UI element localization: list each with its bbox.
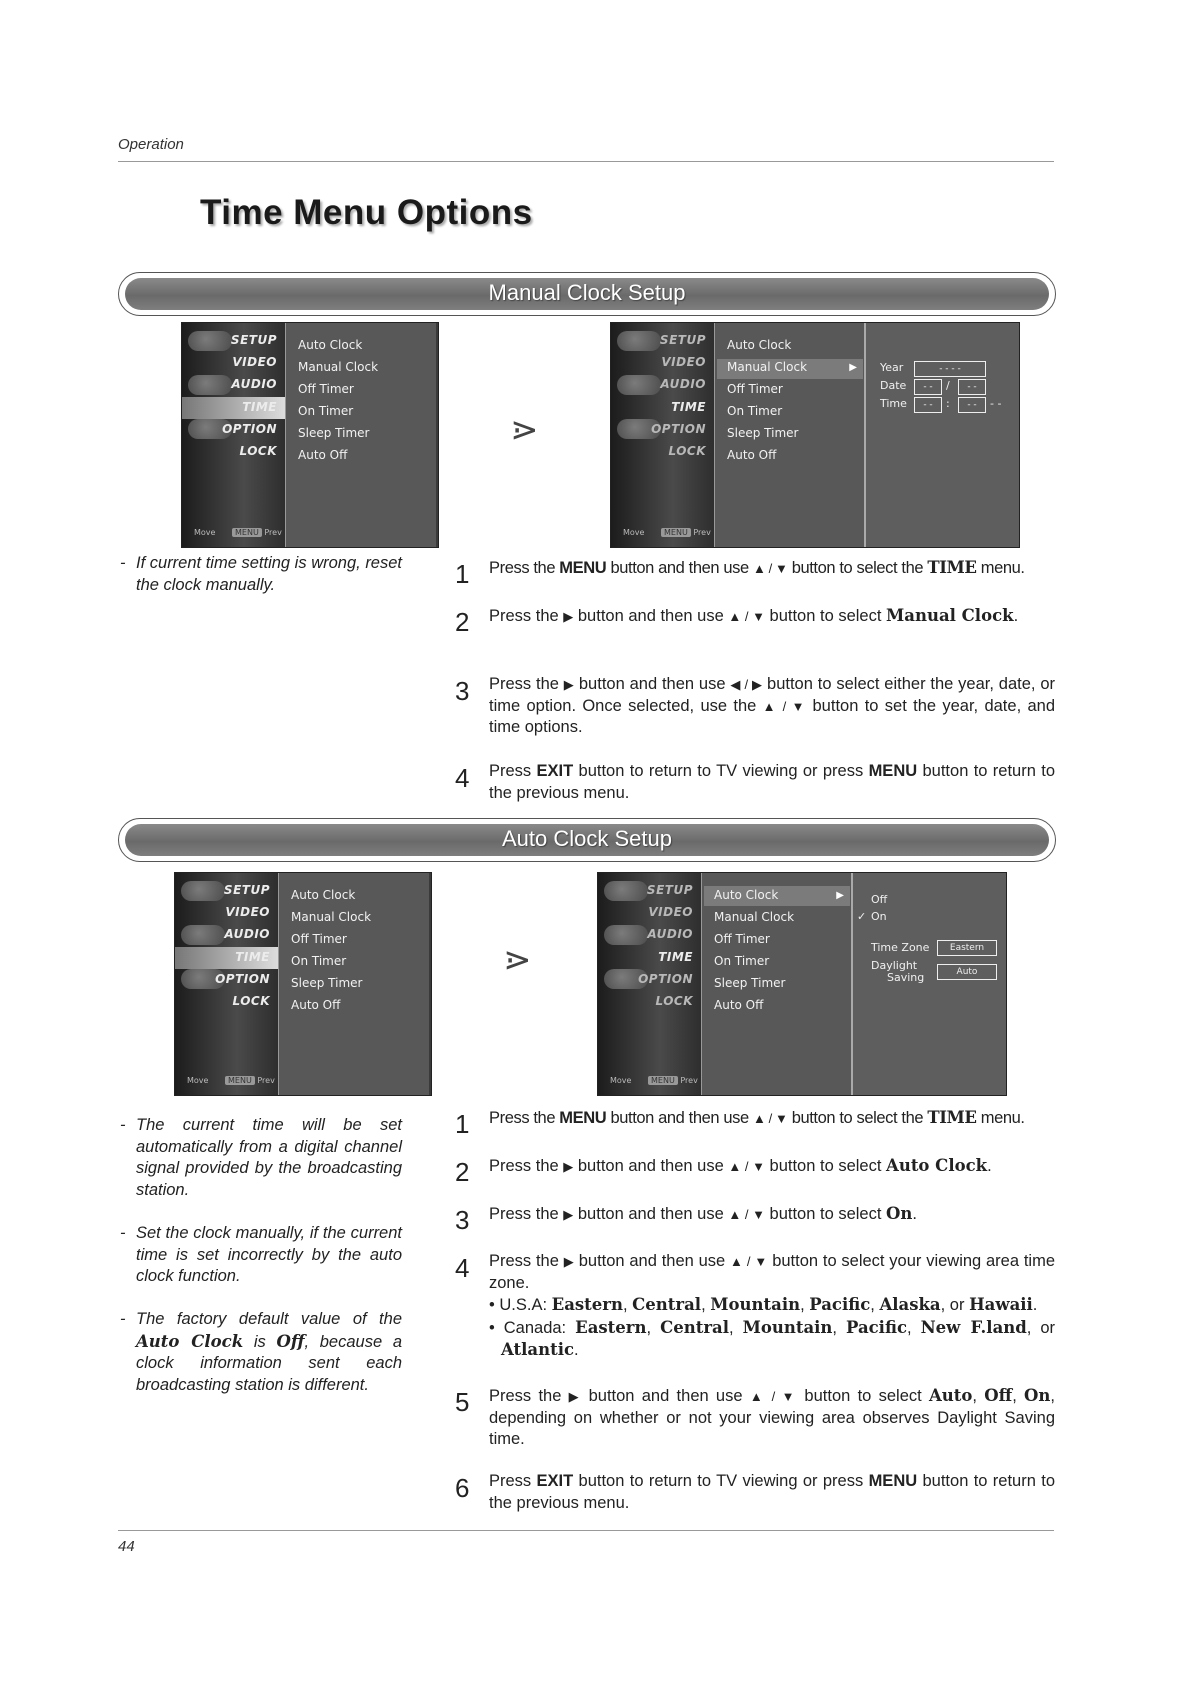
tv-category-lock: LOCK xyxy=(668,444,706,458)
tv-category-video: VIDEO xyxy=(648,905,693,919)
next-step-arrow-icon: ⋗ xyxy=(510,410,539,450)
down-arrow-icon: ▼ xyxy=(754,1254,768,1269)
step-number: 2 xyxy=(455,607,470,637)
step-number: 6 xyxy=(455,1473,470,1503)
tv-submenu xyxy=(701,873,852,1095)
step-number: 3 xyxy=(455,1205,470,1235)
tv-submenu xyxy=(278,873,429,1095)
step-text: Press the MENU button and then use ▲ / ▼ button to select the TIME menu. xyxy=(489,1108,1025,1127)
tv-category-video: VIDEO xyxy=(661,355,706,369)
check-icon: ✓ xyxy=(857,910,867,923)
up-arrow-icon: ▲ xyxy=(728,1159,742,1174)
tv-item-sleep-timer: Sleep Timer xyxy=(291,976,363,990)
tv-item-auto-off: Auto Off xyxy=(714,998,764,1012)
down-arrow-icon: ▼ xyxy=(752,609,765,624)
step-text: Press the ▶ button and then use ◀ / ▶ button to select either the year, date, or time option. Once selected, use the ▲ / ▼ button to set the year, date, and time options. xyxy=(489,675,1055,736)
prev-hint: Prev xyxy=(680,1076,698,1085)
prev-hint: Prev xyxy=(693,528,711,537)
down-arrow-icon: ▼ xyxy=(781,1389,798,1404)
tv-item-sleep-timer: Sleep Timer xyxy=(714,976,786,990)
tv-category-column xyxy=(598,873,701,1095)
daylight-saving-field: Auto xyxy=(937,964,997,980)
time-minute-field: - - xyxy=(958,397,986,413)
header-divider xyxy=(118,161,1054,162)
up-arrow-icon: ▲ xyxy=(762,698,778,714)
page-number: 44 xyxy=(118,1538,135,1555)
tv-menu-screen-auto-2 xyxy=(597,872,1007,1096)
tv-item-auto-clock: Auto Clock xyxy=(298,338,363,352)
tv-item-on-timer: On Timer xyxy=(727,404,783,418)
date-day-field: - - xyxy=(958,379,986,395)
step-text: Press the ▶ button and then use ▲ / ▼ button to select Auto Clock. xyxy=(489,1156,992,1175)
tv-category-time: TIME xyxy=(671,400,706,414)
tv-category-column xyxy=(182,323,285,547)
year-field: - - - - xyxy=(914,361,986,377)
prev-hint: Prev xyxy=(264,528,282,537)
step-number: 1 xyxy=(455,559,470,589)
step-text: Press the ▶ button and then use ▲ / ▼ button to select your viewing area time zone. • U.S.A: Eastern, Central, Mountain, Pacific, Alaska, or Hawaii. • Canada: Eastern, Central, Mountain, Pacific, New F.land, or Atlantic. xyxy=(489,1251,1055,1362)
right-arrow-icon: ▶ xyxy=(563,1254,574,1269)
up-arrow-icon: ▲ xyxy=(749,1389,766,1404)
tv-item-auto-off: Auto Off xyxy=(291,998,341,1012)
right-arrow-icon: ▶ xyxy=(563,1207,574,1222)
step-text: Press the ▶ button and then use ▲ / ▼ button to select Auto, Off, On, depending on whether or not your viewing area observes Daylight Saving time. xyxy=(489,1386,1056,1448)
year-label: Year xyxy=(880,361,904,374)
auto-clock-panel xyxy=(851,873,1006,1095)
move-hint: Move xyxy=(194,528,216,537)
down-arrow-icon: ▼ xyxy=(752,1159,765,1174)
up-arrow-icon: ▲ xyxy=(728,1207,742,1222)
submenu-arrow-icon: ▶ xyxy=(849,362,857,373)
step-number: 3 xyxy=(455,676,470,706)
tv-item-auto-off: Auto Off xyxy=(727,448,777,462)
tv-item-sleep-timer: Sleep Timer xyxy=(727,426,799,440)
down-arrow-icon: ▼ xyxy=(791,698,807,714)
step-number: 2 xyxy=(455,1157,470,1187)
left-arrow-icon: ◀ xyxy=(730,677,741,692)
tv-category-setup: SETUP xyxy=(223,883,270,897)
header-section-label: Operation xyxy=(118,136,184,153)
tv-category-time: TIME xyxy=(658,950,693,964)
canada-time-zones: • Canada: Eastern, Central, Mountain, Pacific, New F.land, or Atlantic. xyxy=(489,1317,1056,1359)
tv-category-audio: AUDIO xyxy=(231,377,277,391)
tv-menu-screen-manual-1 xyxy=(181,322,439,548)
step-number: 1 xyxy=(455,1109,470,1139)
time-label: Time xyxy=(880,397,907,410)
tv-item-off-timer: Off Timer xyxy=(298,382,354,396)
tv-category-option: OPTION xyxy=(222,422,277,436)
manual-clock-section-title: Manual Clock Setup xyxy=(488,280,686,305)
tv-item-manual-clock: Manual Clock xyxy=(714,910,795,924)
tv-category-option: OPTION xyxy=(638,972,693,986)
down-arrow-icon: ▼ xyxy=(752,1207,765,1222)
saving-label: Saving xyxy=(887,971,925,984)
tv-category-lock: LOCK xyxy=(232,994,270,1008)
date-label: Date xyxy=(880,379,907,392)
step-text: Press EXIT button to return to TV viewing or press MENU button to return to the previous menu. xyxy=(489,762,1055,802)
up-arrow-icon: ▲ xyxy=(730,1254,744,1269)
tv-item-off-timer: Off Timer xyxy=(291,932,347,946)
tv-category-option: OPTION xyxy=(215,972,270,986)
auto-clock-note-2: - Set the clock manually, if the current time is set incorrectly by the auto clock function. xyxy=(120,1223,402,1288)
time-zone-label: Time Zone xyxy=(871,941,930,954)
date-month-field: - - xyxy=(914,379,942,395)
step-number: 5 xyxy=(455,1387,470,1417)
tv-category-lock: LOCK xyxy=(239,444,277,458)
tv-category-audio: AUDIO xyxy=(647,927,693,941)
up-arrow-icon: ▲ xyxy=(752,561,766,576)
tv-category-audio: AUDIO xyxy=(660,377,706,391)
tv-item-on-timer: On Timer xyxy=(714,954,770,968)
date-separator: / xyxy=(946,379,950,392)
move-hint: Move xyxy=(610,1076,632,1085)
time-zone-field: Eastern xyxy=(937,940,997,956)
auto-clock-note-1: - The current time will be set automatically from a digital channel signal provided by the broadcasting station. xyxy=(120,1115,402,1201)
tv-item-off-timer: Off Timer xyxy=(714,932,770,946)
tv-menu-screen-auto-1 xyxy=(174,872,432,1096)
right-arrow-icon: ▶ xyxy=(563,609,574,624)
note-text: Set the clock manually, if the current time is set incorrectly by the auto clock function. xyxy=(136,1224,402,1285)
step-text: Press the ▶ button and then use ▲ / ▼ button to select On. xyxy=(489,1204,917,1223)
time-hour-field: - - xyxy=(914,397,942,413)
step-text: Press the ▶ button and then use ▲ / ▼ button to select Manual Clock. xyxy=(489,606,1019,625)
manual-clock-section-bar xyxy=(118,272,1056,316)
auto-clock-section-bar xyxy=(118,818,1056,862)
tv-category-video: VIDEO xyxy=(225,905,270,919)
daylight-label: Daylight xyxy=(871,959,918,972)
tv-category-time: TIME xyxy=(235,950,270,964)
tv-item-manual-clock: Manual Clock xyxy=(727,360,808,374)
time-ampm: - - xyxy=(990,397,1002,410)
step-text: Press EXIT button to return to TV viewing or press MENU button to return to the previous menu. xyxy=(489,1472,1055,1512)
next-step-arrow-icon: ⋗ xyxy=(503,940,532,980)
tv-submenu xyxy=(285,323,436,547)
tv-item-auto-off: Auto Off xyxy=(298,448,348,462)
step-number: 4 xyxy=(455,1253,470,1283)
tv-category-audio: AUDIO xyxy=(224,927,270,941)
auto-clock-note-3: - The factory default value of the Auto Clock is Off, because a clock information sent each broadcasting station is different. xyxy=(120,1309,402,1396)
step-text: Press the MENU button and then use ▲ / ▼ button to select the TIME menu. xyxy=(489,558,1025,577)
tv-category-column xyxy=(611,323,714,547)
note-text: The factory default value of the Auto Clock is Off, because a clock information sent each broadcasting station is different. xyxy=(136,1310,402,1394)
tv-item-manual-clock: Manual Clock xyxy=(298,360,379,374)
tv-category-setup: SETUP xyxy=(646,883,693,897)
usa-time-zones: • U.S.A: Eastern, Central, Mountain, Pacific, Alaska, or Hawaii. xyxy=(489,1295,1038,1314)
page-title: Time Menu Options xyxy=(200,193,533,232)
option-off: Off xyxy=(871,893,888,906)
tv-footer xyxy=(610,1076,698,1085)
tv-category-column xyxy=(175,873,278,1095)
move-hint: Move xyxy=(187,1076,209,1085)
note-text: If current time setting is wrong, reset the clock manually. xyxy=(136,554,402,594)
menu-key-icon: MENU xyxy=(225,1076,255,1085)
tv-item-manual-clock: Manual Clock xyxy=(291,910,372,924)
down-arrow-icon: ▼ xyxy=(775,1111,788,1126)
step-number: 4 xyxy=(455,763,470,793)
manual-clock-note: - If current time setting is wrong, reset the clock manually. xyxy=(120,553,402,596)
auto-clock-section-title: Auto Clock Setup xyxy=(502,826,672,851)
tv-footer xyxy=(623,528,711,537)
up-arrow-icon: ▲ xyxy=(752,1111,766,1126)
menu-key-icon: MENU xyxy=(661,528,691,537)
tv-menu-screen-manual-2 xyxy=(610,322,1020,548)
tv-category-setup: SETUP xyxy=(659,333,706,347)
footer-divider xyxy=(118,1530,1054,1531)
prev-hint: Prev xyxy=(257,1076,275,1085)
up-arrow-icon: ▲ xyxy=(728,609,742,624)
tv-footer xyxy=(194,528,282,537)
tv-category-lock: LOCK xyxy=(655,994,693,1008)
manual-clock-panel xyxy=(864,323,1019,547)
tv-item-on-timer: On Timer xyxy=(291,954,347,968)
tv-item-off-timer: Off Timer xyxy=(727,382,783,396)
tv-submenu xyxy=(714,323,865,547)
submenu-arrow-icon: ▶ xyxy=(836,890,844,901)
tv-item-on-timer: On Timer xyxy=(298,404,354,418)
tv-item-auto-clock: Auto Clock xyxy=(714,888,779,902)
down-arrow-icon: ▼ xyxy=(775,561,788,576)
time-separator: : xyxy=(946,397,950,410)
tv-category-option: OPTION xyxy=(651,422,706,436)
right-arrow-icon: ▶ xyxy=(568,1389,582,1404)
note-text: The current time will be set automatically from a digital channel signal provided by the broadcasting station. xyxy=(136,1116,402,1199)
right-arrow-icon: ▶ xyxy=(563,677,575,692)
menu-key-icon: MENU xyxy=(648,1076,678,1085)
tv-category-time: TIME xyxy=(242,400,277,414)
tv-item-auto-clock: Auto Clock xyxy=(291,888,356,902)
tv-item-auto-clock: Auto Clock xyxy=(727,338,792,352)
menu-key-icon: MENU xyxy=(232,528,262,537)
right-arrow-icon: ▶ xyxy=(563,1159,574,1174)
move-hint: Move xyxy=(623,528,645,537)
tv-footer xyxy=(187,1076,275,1085)
option-on: On xyxy=(871,910,887,923)
tv-category-video: VIDEO xyxy=(232,355,277,369)
tv-item-sleep-timer: Sleep Timer xyxy=(298,426,370,440)
right-arrow-icon: ▶ xyxy=(751,677,763,692)
tv-category-setup: SETUP xyxy=(230,333,277,347)
